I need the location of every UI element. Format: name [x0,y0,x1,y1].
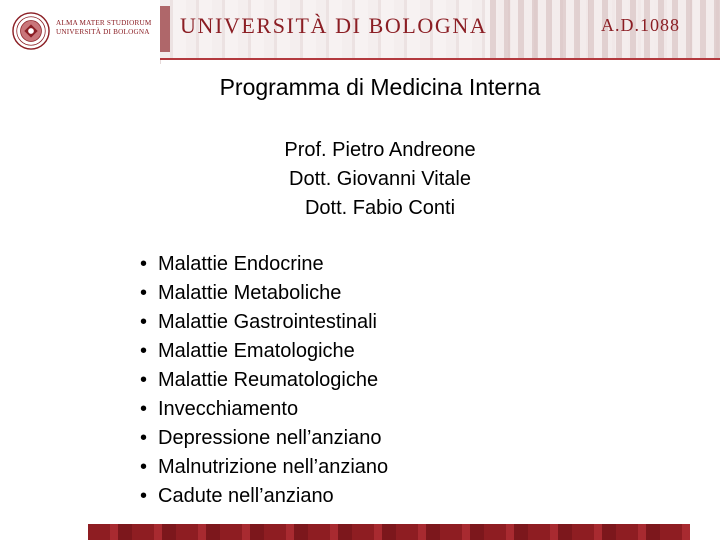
list-item-label: Malattie Reumatologiche [158,369,379,391]
bullet: • [140,427,148,449]
list-item-label: Depressione nell’anziano [158,427,382,449]
list-item [140,279,580,308]
list-item [140,337,580,366]
logo-line-2: UNIVERSITÀ DI BOLOGNA [56,28,150,36]
list-item [140,395,580,424]
bullet: • [140,398,148,420]
author-1: Prof. Pietro Andreone [284,139,476,161]
logo-text [56,19,156,37]
list-item [140,308,580,337]
list-item [140,453,580,482]
authors-block [180,136,580,223]
author-2: Dott. Giovanni Vitale [289,168,471,190]
list-item [140,250,580,279]
list-item-label: Malattie Endocrine [158,253,324,275]
header-divider [160,58,720,60]
university-logo [0,0,161,64]
bullet: • [140,369,148,391]
bullet: • [140,253,148,275]
header [0,0,720,64]
bullet: • [140,340,148,362]
list-item-label: Malattie Metaboliche [158,282,342,304]
bullet: • [140,311,148,333]
list-item [140,424,580,453]
list-item-label: Malnutrizione nell’anziano [158,456,389,478]
list-item [140,366,580,395]
footer-decorative-band [88,524,690,540]
topics-list [140,250,580,511]
header-banner [160,0,720,58]
bullet: • [140,282,148,304]
bullet: • [140,485,148,507]
list-item-label: Cadute nell’anziano [158,485,334,507]
bullet: • [140,456,148,478]
banner-left-mark [160,6,170,52]
list-item-label: Malattie Ematologiche [158,340,355,362]
logo-line-1: ALMA MATER STUDIORUM [56,19,152,27]
list-item-label: Malattie Gastrointestinali [158,311,377,333]
banner-title: UNIVERSITÀ DI BOLOGNA [180,13,488,38]
list-item [140,482,580,511]
university-seal-icon [12,12,50,50]
slide-title: Programma di Medicina Interna [219,74,541,100]
author-3: Dott. Fabio Conti [304,197,456,219]
banner-year: A.D.1088 [601,15,680,35]
list-item-label: Invecchiamento [158,398,299,420]
